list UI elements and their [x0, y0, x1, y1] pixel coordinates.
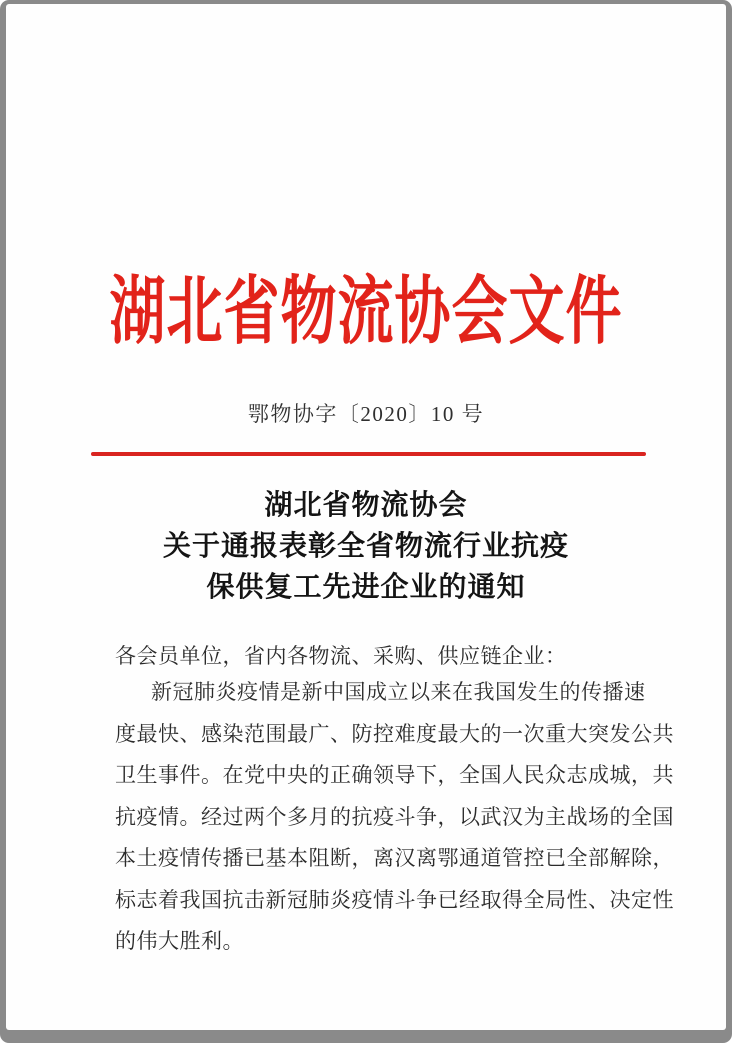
notice-title-line-3: 保供复工先进企业的通知 — [206, 571, 526, 602]
paragraph-line-5: 本土疫情传播已基本阻断，离汉离鄂通道管控已全部解除， — [115, 846, 674, 870]
notice-title-line-1: 湖北省物流协会 — [264, 489, 468, 520]
red-divider-line — [91, 452, 646, 456]
paragraph-line-1: 新冠肺炎疫情是新中国成立以来在我国发生的传播速 — [151, 680, 646, 704]
paragraph-line-6: 标志着我国抗击新冠肺炎疫情斗争已经取得全局性、决定性 — [115, 887, 674, 912]
notice-title-line-2: 关于通报表彰全省物流行业抗疫 — [162, 530, 569, 561]
paragraph-line-3: 卫生事件。在党中央的正确领导下，全国人民众志成城，共 — [115, 763, 674, 787]
salutation: 各会员单位，省内各物流、采购、供应链企业： — [115, 644, 567, 668]
letterhead-title: 湖北省物流协会文件 — [109, 271, 623, 354]
notice-title — [6, 484, 726, 607]
document-page — [6, 4, 726, 1030]
doc-number: 鄂物协字〔2020〕10 号 — [247, 402, 485, 426]
letterhead — [6, 264, 726, 354]
paragraph-line-7: 的伟大胜利。 — [115, 929, 244, 953]
body-paragraph — [115, 672, 674, 963]
paragraph-line-4: 抗疫情。经过两个多月的抗疫斗争，以武汉为主战场的全国 — [115, 804, 674, 829]
paragraph-line-2: 度最快、感染范围最广、防控难度最大的一次重大突发公共 — [115, 721, 674, 746]
